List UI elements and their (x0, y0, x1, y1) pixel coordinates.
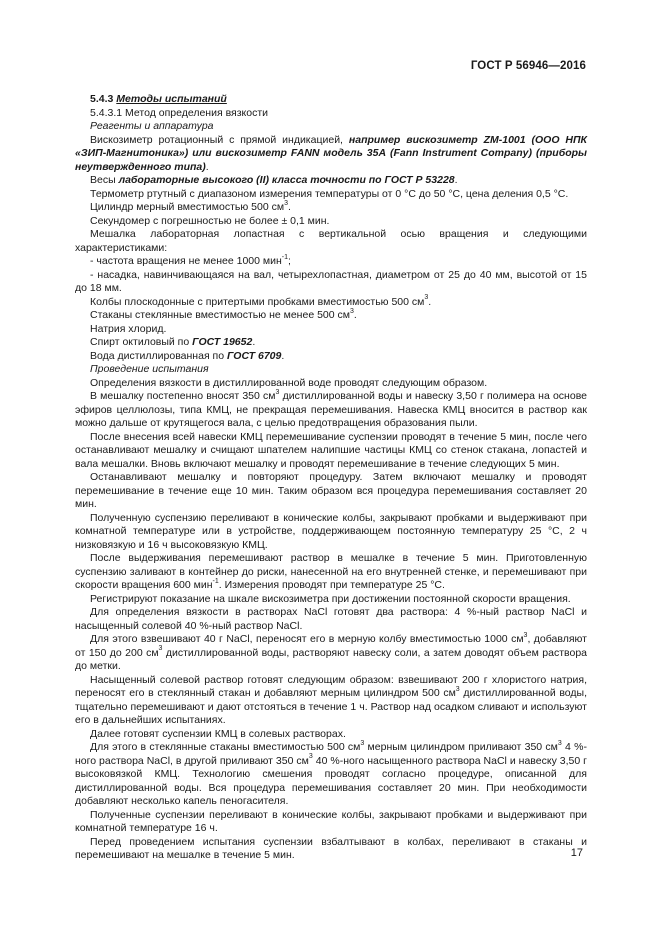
alcohol-item (75, 336, 587, 350)
mixer-frequency-suffix: ; (288, 255, 291, 267)
paragraph-5: Полученную суспензию переливают в конические колбы, закрывают пробками и выдерживают при комнатной температуре или в устройстве, поддерживающем постоянную температуру 25 °С, 2 ч низковязкую и 16 ч высоковязкую КМЦ. (75, 511, 587, 551)
paragraph-9-c: дистиллированной воды, растворяют навеску соли, а затем доводят объем раствора до метки. (75, 646, 587, 672)
paragraph-6-a: После выдерживания перемешивают раствор в мешалке в течение 5 мин. Приготовленную суспензию заливают в контейнер до риски, нанесенной на его внутренней стенке, и перемешивают при скорости вращения 600 мин (75, 552, 587, 591)
paragraph-13: Полученные суспензии переливают в конические колбы, закрывают пробками и выдерживают при комнатной температуре 16 ч. (75, 808, 587, 834)
mixer-item: Мешалка лабораторная лопастная с вертикальной осью вращения и следующими характеристиками: (75, 228, 587, 254)
water-item (75, 350, 587, 364)
water-standard: ГОСТ 6709 (227, 349, 282, 362)
paragraph-12 (75, 741, 587, 809)
viscometer-emphasis: например вискозиметр ZM-1001 (ООО НПК «ЗИП-Магнитоника») или вискозиметр FANN модель 35А (Fann Instrument Company) (приборы неутвержденного типа) (75, 133, 587, 173)
paragraph-1: Определения вязкости в дистиллированной воде проводят следующим образом. (90, 376, 488, 389)
scales-emphasis: лабораторные высокого (II) класса точности по ГОСТ Р 53228 (118, 174, 455, 186)
paragraph-9-sup-1: 3 (523, 631, 528, 639)
paragraph-12-a: Для этого в стеклянные стаканы вместимостью 500 см (90, 741, 361, 753)
subsection-number: 5.4.3.1 (90, 106, 123, 119)
cylinder-text: Цилиндр мерный вместимостью 500 см (90, 201, 285, 213)
paragraph-11: Далее готовят суспензии КМЦ в солевых растворах. (90, 727, 346, 740)
section-number: 5.4.3 (90, 93, 114, 105)
mixer-nozzle: - насадка, навинчивающаяся на вал, четырехлопастная, диаметром от 25 до 40 мм, высотой от 15 до 18 мм. (75, 268, 587, 294)
document-code: ГОСТ Р 56946—2016 (470, 60, 586, 72)
flasks-suffix: . (428, 295, 432, 308)
cylinder-sup: 3 (284, 199, 288, 207)
subsection-heading (75, 107, 587, 121)
flasks-item (75, 296, 587, 310)
thermometer-item: Термометр ртутный с диапазоном измерения температуры от 0 °С до 50 °С, цена деления 0,5 °С. (90, 187, 569, 200)
paragraph-8: Для определения вязкости в растворах NaCl готовят два раствора: 4 %-ный раствор NaCl и насыщенный солевой 40 %-ный раствор NaCl. (75, 606, 587, 632)
flasks-sup: 3 (424, 294, 429, 301)
paragraph-12-sup-1: 3 (360, 739, 365, 747)
alcohol-text: Спирт октиловый по (90, 336, 193, 348)
scales-item (75, 174, 587, 188)
paragraph-10 (75, 674, 587, 728)
sodium-item: Натрия хлорид. (90, 322, 167, 335)
viscometer-text: Вискозиметр ротационный с прямой индикацией, (90, 133, 349, 146)
cylinder-suffix: . (287, 201, 291, 213)
subsection-title: Метод определения вязкости (125, 106, 269, 119)
alcohol-standard: ГОСТ 19652 (192, 336, 253, 348)
paragraph-12-c: 4 %-ного раствора NaCl, в другой приливают 350 см (75, 741, 587, 767)
scales-suffix: . (454, 174, 458, 186)
paragraph-12-b: мерным цилиндром приливают 350 см (364, 741, 558, 753)
paragraph-10-sup: 3 (455, 685, 460, 693)
paragraph-2-sup: 3 (275, 388, 280, 396)
paragraph-4: Останавливают мешалку и повторяют процедуру. Затем включают мешалку и проводят перемешивание в течение еще 10 мин. Таким образом вся процедура перемешивания составляет 20 мин. (75, 471, 587, 510)
glasses-suffix: . (353, 309, 357, 321)
water-suffix: . (281, 349, 285, 362)
mixer-frequency (75, 255, 587, 269)
paragraph-3: После внесения всей навески КМЦ перемешивание суспензии проводят в течение 5 мин, после чего останавливают мешалку и счищают шпателем налипшие частицы КМЦ со стенок стакана, лопастей и вала мешалки. Вновь включают мешалку и проводят перемешивание в течение следующих 5 мин. (75, 430, 587, 470)
paragraph-9-a: Для этого взвешивают 40 г NaCl, переносят его в мерную колбу вместимостью 1000 см (90, 633, 524, 645)
flasks-text: Колбы плоскодонные с притертыми пробками вместимостью 500 см (90, 295, 425, 308)
paragraph-12-sup-3: 3 (308, 753, 313, 760)
paragraph-10-b: дистиллированной воды, тщательно перемешивают и дают отстояться в течение 1 ч. Раствор над осадком сливают и используют его в дальнейших испытаниях. (75, 687, 587, 726)
paragraph-12-d: 40 %-ного насыщенного раствора NaCl и навеску 3,50 г высоковязкой КМЦ. Технологию смешения проводят согласно процедуре, описанной для дистиллированной воды. Вся процедура перемешивания составляет 20 мин. При необходимости добавляют несколько капель пеногасителя. (75, 754, 588, 807)
paragraph-14: Перед проведением испытания суспензии взбалтывают в колбах, переливают в стаканы и перемешивают на мешалке в течение 5 мин. (75, 835, 587, 861)
section-title: Методы испытаний (116, 93, 227, 105)
scales-text: Весы (90, 174, 119, 186)
paragraph-2 (75, 390, 587, 431)
viscometer-suffix: . (205, 160, 209, 173)
cylinder-item (75, 201, 587, 215)
paragraph-2-b: дистиллированной воды и навеску 3,50 г полимера на основе эфиров целлюлозы, типа КМЦ, не прекращая перемешивания. Навеска КМЦ вносится в раствор как можно дальше от крутящегося вала, с целью предотвращения образования пыли. (75, 390, 587, 429)
paragraph-9-b: , добавляют от 150 до 200 см (75, 633, 587, 659)
paragraph-7: Регистрируют показание на шкале вискозиметра при достижении постоянной скорости вращения. (90, 592, 571, 605)
document-body (75, 93, 587, 863)
stopwatch-item: Секундомер с погрешностью не более ± 0,1 мин. (90, 214, 330, 227)
procedure-heading: Проведение испытания (90, 363, 209, 375)
mixer-frequency-text: - частота вращения не менее 1000 мин (90, 255, 282, 267)
paragraph-6-b: . Измерения проводят при температуре 25 °С. (218, 579, 445, 591)
paragraph-9-sup-2: 3 (158, 645, 163, 652)
water-text: Вода дистиллированная по (90, 349, 227, 362)
mixer-frequency-sup: -1 (281, 253, 289, 261)
glasses-text: Стаканы стеклянные вместимостью не менее 500 см (90, 309, 350, 321)
viscometer-item (75, 134, 587, 175)
paragraph-6-sup: -1 (212, 577, 219, 585)
alcohol-suffix: . (252, 336, 256, 348)
glasses-item (75, 309, 587, 323)
paragraph-9 (75, 633, 587, 674)
reagents-heading: Реагенты и аппаратура (90, 120, 214, 132)
paragraph-2-a: В мешалку постепенно вносят 350 см (90, 390, 276, 402)
paragraph-12-sup-2: 3 (557, 739, 562, 747)
glasses-sup: 3 (349, 307, 354, 315)
section-heading (75, 93, 587, 107)
paragraph-6 (75, 552, 587, 593)
page-number: 17 (570, 847, 583, 859)
paragraph-10-a: Насыщенный солевой раствор готовят следующим образом: взвешивают 200 г хлористого натрия, переносят его в стеклянный стакан и добавляют мерным цилиндром 500 см (75, 673, 587, 699)
